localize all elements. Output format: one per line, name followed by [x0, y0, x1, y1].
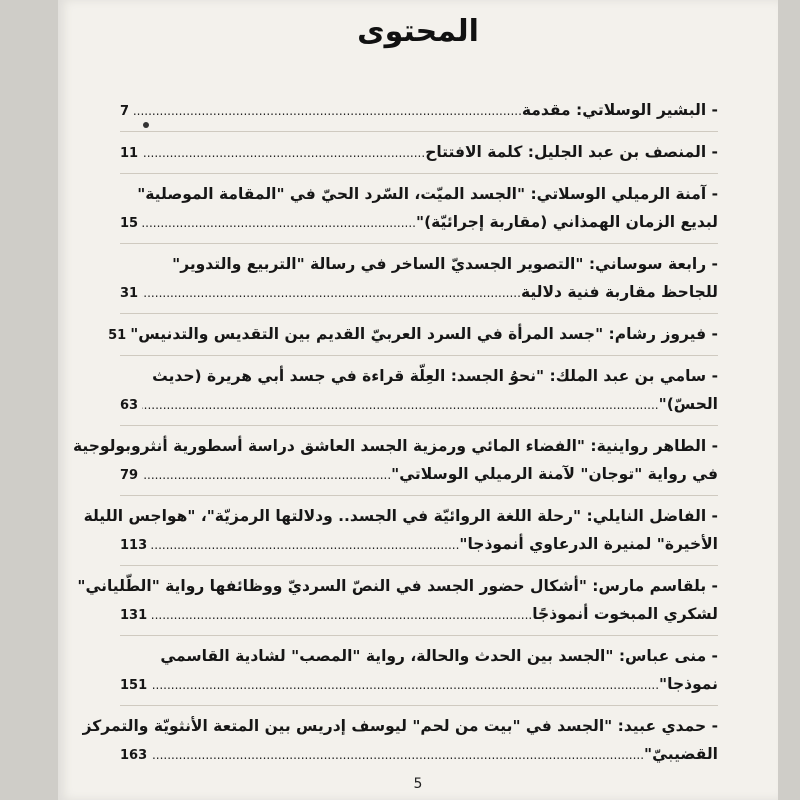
entry-title: - حمدي عبيد: "الجسد في "بيت من لحم" ليوسف إدريس بين المتعة الأنثويّة والتمركز	[82, 717, 718, 735]
entry-title: - آمنة الرميلي الوسلاتي: "الجسد الميّت، السّرد الحيّ في "المقامة الموصلية"	[137, 185, 718, 203]
entry-title-cont: لشكري المبخوت أنموذجًا	[532, 605, 718, 623]
toc-entry	[120, 244, 718, 314]
leader-dots	[151, 531, 459, 559]
leader-dots	[151, 671, 659, 699]
page-number: 5	[413, 776, 423, 792]
entry-page: 151	[120, 678, 148, 693]
toc-entry	[108, 314, 718, 356]
leader-dots	[142, 279, 521, 307]
entry-title-cont: نموذجا"	[659, 675, 718, 693]
entry-title-cont: الأخيرة" لمنيرة الدرعاوي أنموذجا"	[459, 535, 718, 553]
entry-page: 79	[120, 468, 139, 483]
leader-dots	[142, 209, 416, 237]
toc-entry	[120, 174, 718, 244]
leader-dots	[142, 391, 659, 419]
page-title: المحتوى	[357, 14, 479, 49]
toc-entry	[77, 566, 718, 636]
toc-entry	[83, 496, 718, 566]
entry-title: - سامي بن عبد الملك: "نحوُ الجسد: العِلّة قراءة في جسد أبي هريرة (حديث	[152, 367, 718, 385]
toc-entry	[120, 636, 718, 706]
entry-page: 63	[120, 398, 139, 413]
entry-title: - الطاهر رواينية: "الفضاء المائي ورمزية الجسد العاشق دراسة أسطورية أنثروبولوجية	[72, 437, 718, 455]
toc-entry	[120, 132, 718, 174]
leader-dots	[133, 97, 522, 125]
entry-title: - فيروز رشام: "جسد المرأة في السرد العربيّ القديم بين التقديس والتدنيس"	[130, 325, 718, 343]
toc-entry	[82, 706, 718, 775]
entry-page: 51	[108, 328, 127, 343]
entry-title: - بلقاسم مارس: "أشكال حضور الجسد في النصّ السرديّ ووظائفها رواية "الطّلياني"	[77, 577, 718, 595]
entry-title-cont: في رواية "توجان" لآمنة الرميلي الوسلاتي"	[391, 465, 718, 483]
leader-dots	[151, 741, 644, 769]
leader-dots	[142, 461, 391, 489]
entry-title-cont: القضيبيّ"	[644, 745, 718, 763]
entry-title: - الفاضل النايلي: "رحلة اللغة الروائيّة في الجسد.. ودلالتها الرمزيّة"، "هواجس الليلة	[83, 507, 718, 525]
toc-entry	[72, 426, 718, 496]
leader-dots	[142, 139, 425, 167]
entry-page: 31	[120, 286, 139, 301]
entry-title-cont: الحسّ)"	[658, 395, 718, 413]
entry-page: 131	[120, 608, 148, 623]
entry-page: 11	[120, 146, 139, 161]
leader-dots	[151, 601, 532, 629]
entry-title: - منى عباس: "الجسد بين الحدث والحالة، رواية "المصب" لشادية القاسمي	[160, 647, 718, 665]
entry-title: - رابعة سوساني: "التصوير الجسديّ الساخر في رسالة "التربيع والتدوير"	[172, 255, 718, 273]
entry-page: 163	[120, 748, 148, 763]
entry-title: - المنصف بن عبد الجليل: كلمة الافتتاح	[425, 143, 718, 161]
entry-page: 7	[120, 104, 130, 119]
entry-title: - البشير الوسلاتي: مقدمة	[521, 101, 718, 119]
toc-entry	[120, 356, 718, 426]
entry-page: 113	[120, 538, 148, 553]
toc-entry	[120, 90, 718, 132]
table-of-contents	[72, 90, 718, 775]
book-page	[58, 0, 778, 800]
entry-title-cont: للجاحظ مقاربة فنية دلالية	[520, 283, 718, 301]
entry-title-cont: لبديع الزمان الهمذاني (مقاربة إجرائيّة)"	[416, 213, 718, 231]
entry-page: 15	[120, 216, 139, 231]
